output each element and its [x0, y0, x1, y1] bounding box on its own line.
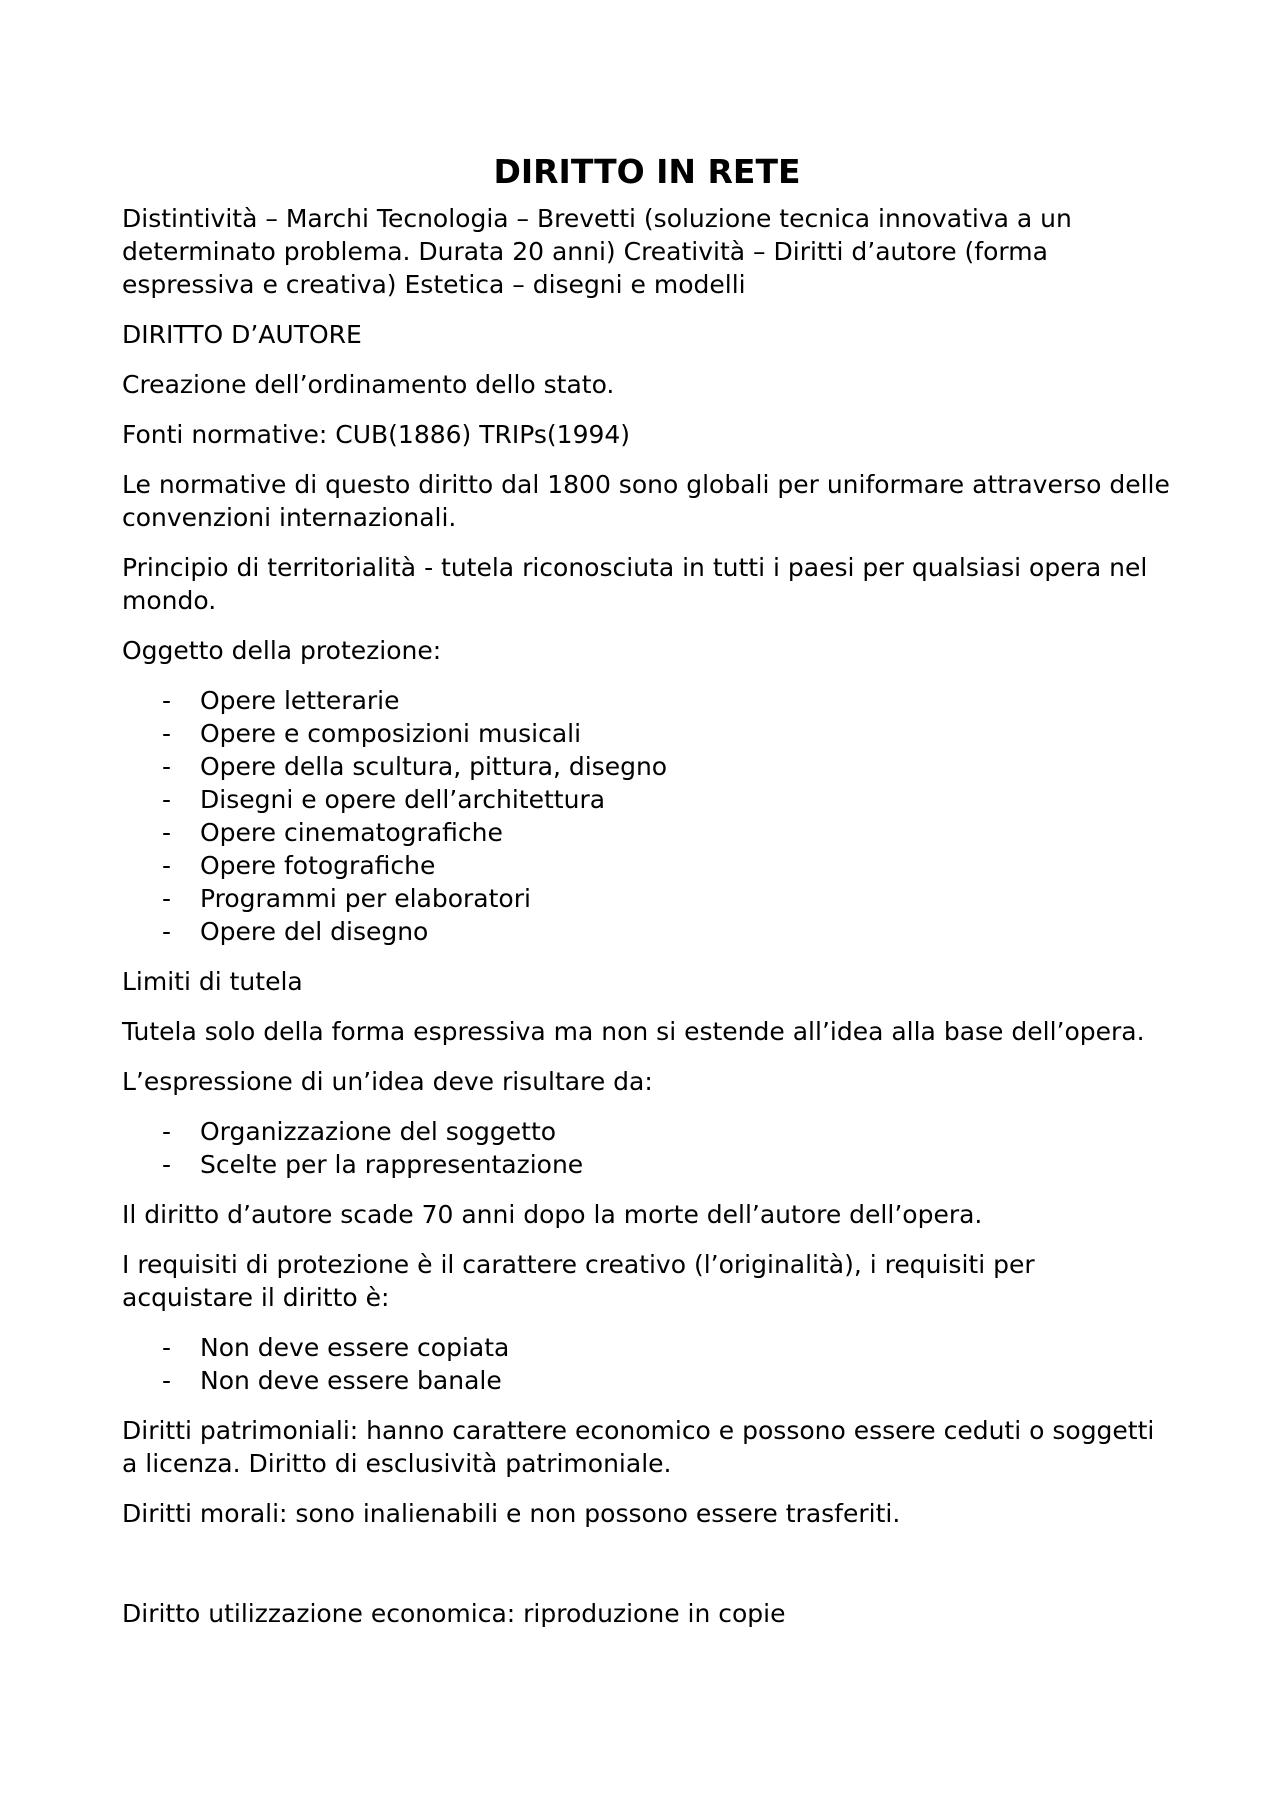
bullet-dash: - — [162, 1366, 172, 1395]
morali-paragraph: Diritti morali: sono inalienabili e non possono essere trasferiti. — [122, 1499, 901, 1528]
list-item-text: Opere del disegno — [200, 917, 429, 946]
list-item — [122, 783, 1172, 816]
list-item-text: Opere e composizioni musicali — [200, 719, 582, 748]
bullet-dash: - — [162, 917, 172, 946]
creazione-paragraph: Creazione dell’ordinamento dello stato. — [122, 370, 615, 399]
limiti-paragraph: Limiti di tutela — [122, 967, 303, 996]
requisiti-list — [122, 1331, 1172, 1397]
list-item-text: Opere fotografiche — [200, 851, 436, 880]
oggetto-paragraph: Oggetto della protezione: — [122, 636, 442, 665]
list-item-text: Disegni e opere dell’architettura — [200, 785, 606, 814]
list-item-text: Non deve essere banale — [200, 1366, 502, 1395]
list-item — [122, 915, 1172, 948]
bullet-dash: - — [162, 686, 172, 715]
bullet-dash: - — [162, 719, 172, 748]
document-page — [122, 152, 1172, 1647]
section-heading-diritto-autore: DIRITTO D’AUTORE — [122, 320, 362, 349]
intro-paragraph: Distintività – Marchi Tecnologia – Brevetti (soluzione tecnica innovativa a un determinato problema. Durata 20 anni) Creatività – Diritti d’autore (forma espressiva e creativa) Estetica – disegni e modelli — [122, 204, 1072, 299]
bullet-dash: - — [162, 1117, 172, 1146]
list-item — [122, 1331, 1172, 1364]
list-item-text: Opere letterarie — [200, 686, 400, 715]
bullet-dash: - — [162, 785, 172, 814]
bullet-dash: - — [162, 752, 172, 781]
list-item-text: Opere cinematografiche — [200, 818, 503, 847]
bullet-dash: - — [162, 851, 172, 880]
list-item — [122, 882, 1172, 915]
bullet-dash: - — [162, 818, 172, 847]
list-item-text: Scelte per la rappresentazione — [200, 1150, 584, 1179]
bullet-dash: - — [162, 884, 172, 913]
list-item-text: Non deve essere copiata — [200, 1333, 510, 1362]
list-item-text: Opere della scultura, pittura, disegno — [200, 752, 668, 781]
list-item-text: Organizzazione del soggetto — [200, 1117, 557, 1146]
tutela-forma-paragraph: Tutela solo della forma espressiva ma non si estende all’idea alla base dell’opera. — [122, 1017, 1145, 1046]
list-item-text: Programmi per elaboratori — [200, 884, 531, 913]
list-item — [122, 1364, 1172, 1397]
principio-paragraph: Principio di territorialità - tutela riconosciuta in tutti i paesi per qualsiasi opera nel mondo. — [122, 553, 1148, 615]
document-title: DIRITTO IN RETE — [493, 152, 801, 191]
list-item — [122, 717, 1172, 750]
bullet-dash: - — [162, 1150, 172, 1179]
patrimoniali-paragraph: Diritti patrimoniali: hanno carattere economico e possono essere ceduti o soggetti a licenza. Diritto di esclusività patrimoniale. — [122, 1416, 1155, 1478]
list-item — [122, 1115, 1172, 1148]
bullet-dash: - — [162, 1333, 172, 1362]
list-item — [122, 1148, 1172, 1181]
scadenza-paragraph: Il diritto d’autore scade 70 anni dopo la morte dell’autore dell’opera. — [122, 1200, 983, 1229]
requisiti-paragraph: I requisiti di protezione è il carattere creativo (l’originalità), i requisiti per acquistare il diritto è: — [122, 1250, 1035, 1312]
list-item — [122, 849, 1172, 882]
blank-spacer — [122, 1547, 1172, 1597]
normative-paragraph: Le normative di questo diritto dal 1800 sono globali per uniformare attraverso delle convenzioni internazionali. — [122, 470, 1170, 532]
list-item — [122, 816, 1172, 849]
oggetto-list — [122, 684, 1172, 948]
utilizzazione-paragraph: Diritto utilizzazione economica: riproduzione in copie — [122, 1599, 786, 1628]
espressione-paragraph: L’espressione di un’idea deve risultare da: — [122, 1067, 653, 1096]
list-item — [122, 750, 1172, 783]
list-item — [122, 684, 1172, 717]
fonti-paragraph: Fonti normative: CUB(1886) TRIPs(1994) — [122, 420, 631, 449]
espressione-list — [122, 1115, 1172, 1181]
